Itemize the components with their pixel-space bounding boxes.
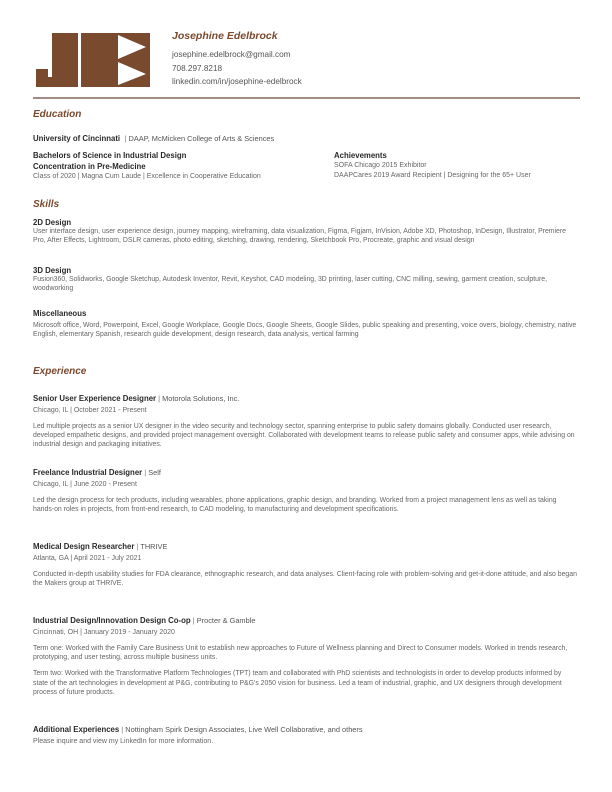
school-name: University of Cincinnati <box>33 134 121 143</box>
skills-2d <box>33 218 578 246</box>
job-meta: Chicago, IL | October 2021 - Present <box>33 407 147 414</box>
skills-misc <box>33 309 578 340</box>
job-role: Freelance Industrial Designer <box>33 468 143 477</box>
job-description: Led the design process for tech products, including wearables, phone applications, graphic design, and branding. Worked from a project management lens as well as taking hands-on roles in projects, from front-end research, to CAD modeling, to manufacturing and development specifications. <box>33 496 557 513</box>
job-description: Term one: Worked with the Family Care Business Unit to establish new approaches to Future of Wellness planning and Direct to Consumer models. Worked in trends research, prototyping, and user testing, across multiple business units. <box>33 644 568 661</box>
skills-misc-list: Microsoft office, Word, Powerpoint, Excel, Google Workplace, Google Docs, Google Sheets, Google Slides, public speaking and presenting, voice overs, biology, chemistry, native English, elementary Spanish, research guide development, design research, data analysis, vertical farming <box>33 322 577 339</box>
candidate-name: Josephine Edelbrock <box>172 30 278 42</box>
degree-block <box>33 150 261 182</box>
skills-misc-title: Miscellaneous <box>33 309 87 318</box>
job-entry: Senior User Experience Designer | Motorola Solutions, Inc. Chicago, IL | October 2021 - Present Led multiple projects as a senior UX designer in the video security and technology sector, spanning enterprise to public safety domains globally. Conducted user research, developed empathetic designs, and provided project management oversight. Collaborated with development teams to release public safety and consumer apps, while advising on industrial design and packaging initiatives. <box>33 388 578 450</box>
job-description: Led multiple projects as a senior UX designer in the video security and technology sector, spanning enterprise to public safety domains globally. Conducted user research, developed empathetic designs, and provided project management oversight. Collaborated with development teams to release public safety and consumer apps, while advising on industrial design and packaging initiatives. <box>33 422 575 449</box>
achievement-item: DAAPCares 2019 Award Recipient | Designing for the 65+ User <box>334 171 531 179</box>
skills-3d-list: Fusion360, Solidworks, Google Sketchup, Autodesk Inventor, Revit, Keyshot, CAD modeling, 3D printing, laser cutting, CNC milling, sewing, garment creation, sculpture, woodworking <box>33 276 547 293</box>
job-role: Industrial Design/Innovation Design Co-op <box>33 616 191 625</box>
job-meta: Chicago, IL | June 2020 - Present <box>33 481 137 488</box>
skills-3d <box>33 266 578 294</box>
experience-heading: Experience <box>33 366 87 377</box>
je-monogram-logo <box>34 33 150 87</box>
skills-3d-title: 3D Design <box>33 266 72 275</box>
skills-heading: Skills <box>33 199 60 210</box>
college-name: DAAP, McMicken College of Arts & Sciences <box>128 134 275 143</box>
job-description-term-two: Term two: Worked with the Transformative Platform Technologies (TPT) team and collaborated with PhD scientists and technologists in order to develop products informed by state of the art technologies in development at P&G, contributing to P&G's 2050 vision for business. Led a team of industrial, graphic, and UX designers through development process of future products. <box>33 670 562 697</box>
degree-details: Class of 2020 | Magna Cum Laude | Excellence in Cooperative Education <box>33 173 261 180</box>
education-heading: Education <box>33 109 82 120</box>
job-description: Conducted in-depth usability studies for FDA clearance, ethnographic research, and data analyses. Client-facing role with problem-solving and get-it-done attitude, and also began the Makers group at THRIVE. <box>33 570 577 587</box>
job-entry: Industrial Design/Innovation Design Co-op | Procter & Gamble Cincinnati, OH | January 2019 - January 2020 Term one: Worked with the Family Care Business Unit to establish new approaches to Future of Wellness planning and Direct to Consumer models. Worked in trends research, prototyping, and user testing, across multiple business units. Term two: Worked with the Transformative Platform Technologies (TPT) team and collaborated with PhD scientists and technologists in order to develop products informed by state of the art technologies in development at P&G, contributing to P&G's 2050 vision for business. Led a team of industrial, graphic, and UX designers through development process of future products. <box>33 610 578 698</box>
job-role: Medical Design Researcher <box>33 542 135 551</box>
job-company: Motorola Solutions, Inc. <box>162 394 240 403</box>
additional-experiences: Additional Experiences | Nottingham Spirk Design Associates, Live Well Collaborative, and others Please inquire and view my LinkedIn for more information. <box>33 725 363 745</box>
skills-2d-title: 2D Design <box>33 218 72 227</box>
email[interactable]: josephine.edelbrock@gmail.com <box>172 50 291 59</box>
achievement-item: SOFA Chicago 2015 Exhibitor <box>334 162 427 169</box>
job-entry: Freelance Industrial Designer | Self Chicago, IL | June 2020 - Present Led the design process for tech products, including wearables, phone applications, graphic design, and branding. Worked from a project management lens as well as taking hands-on roles in projects, from front-end research, to CAD modeling, to manufacturing and development specifications. <box>33 462 578 514</box>
contact-block <box>172 30 302 89</box>
phone[interactable]: 708.297.8218 <box>172 63 223 73</box>
job-meta: Cincinnati, OH | January 2019 - January 2020 <box>33 629 175 636</box>
job-meta: Atlanta, GA | April 2021 - July 2021 <box>33 555 142 562</box>
additional-note: Please inquire and view my LinkedIn for more information. <box>33 738 214 745</box>
additional-title: Additional Experiences <box>33 725 120 734</box>
job-role: Senior User Experience Designer <box>33 394 157 403</box>
header-divider <box>33 97 580 99</box>
concentration: Concentration in Pre-Medicine <box>33 162 146 171</box>
linkedin-link[interactable]: linkedin.com/in/josephine-edelbrock <box>172 77 302 86</box>
achievements-block <box>334 150 531 180</box>
degree: Bachelors of Science in Industrial Design <box>33 151 187 160</box>
job-company: Self <box>148 468 161 477</box>
achievements-title: Achievements <box>334 151 387 160</box>
additional-list: Nottingham Spirk Design Associates, Live Well Collaborative, and others <box>125 725 363 734</box>
job-company: Procter & Gamble <box>196 616 256 625</box>
skills-2d-list: User interface design, user experience design, journey mapping, wireframing, data visualization, Figma, Figjam, InVision, Adobe XD, Photoshop, InDesign, Illustrator, Premiere Pro, After Effects, Lightroom, DSLR cameras, photo editing, sketching, drawing, rendering, Sketchbook Pro, Procreate, graphic and visual design <box>33 228 567 245</box>
job-company: THRIVE <box>140 542 168 551</box>
job-entry: Medical Design Researcher | THRIVE Atlanta, GA | April 2021 - July 2021 Conducted in-depth usability studies for FDA clearance, ethnographic research, and data analyses. Client-facing role with problem-solving and get-it-done attitude, and also began the Makers group at THRIVE. <box>33 542 577 587</box>
education-school-line: University of Cincinnati | DAAP, McMicken College of Arts & Sciences <box>33 134 275 143</box>
